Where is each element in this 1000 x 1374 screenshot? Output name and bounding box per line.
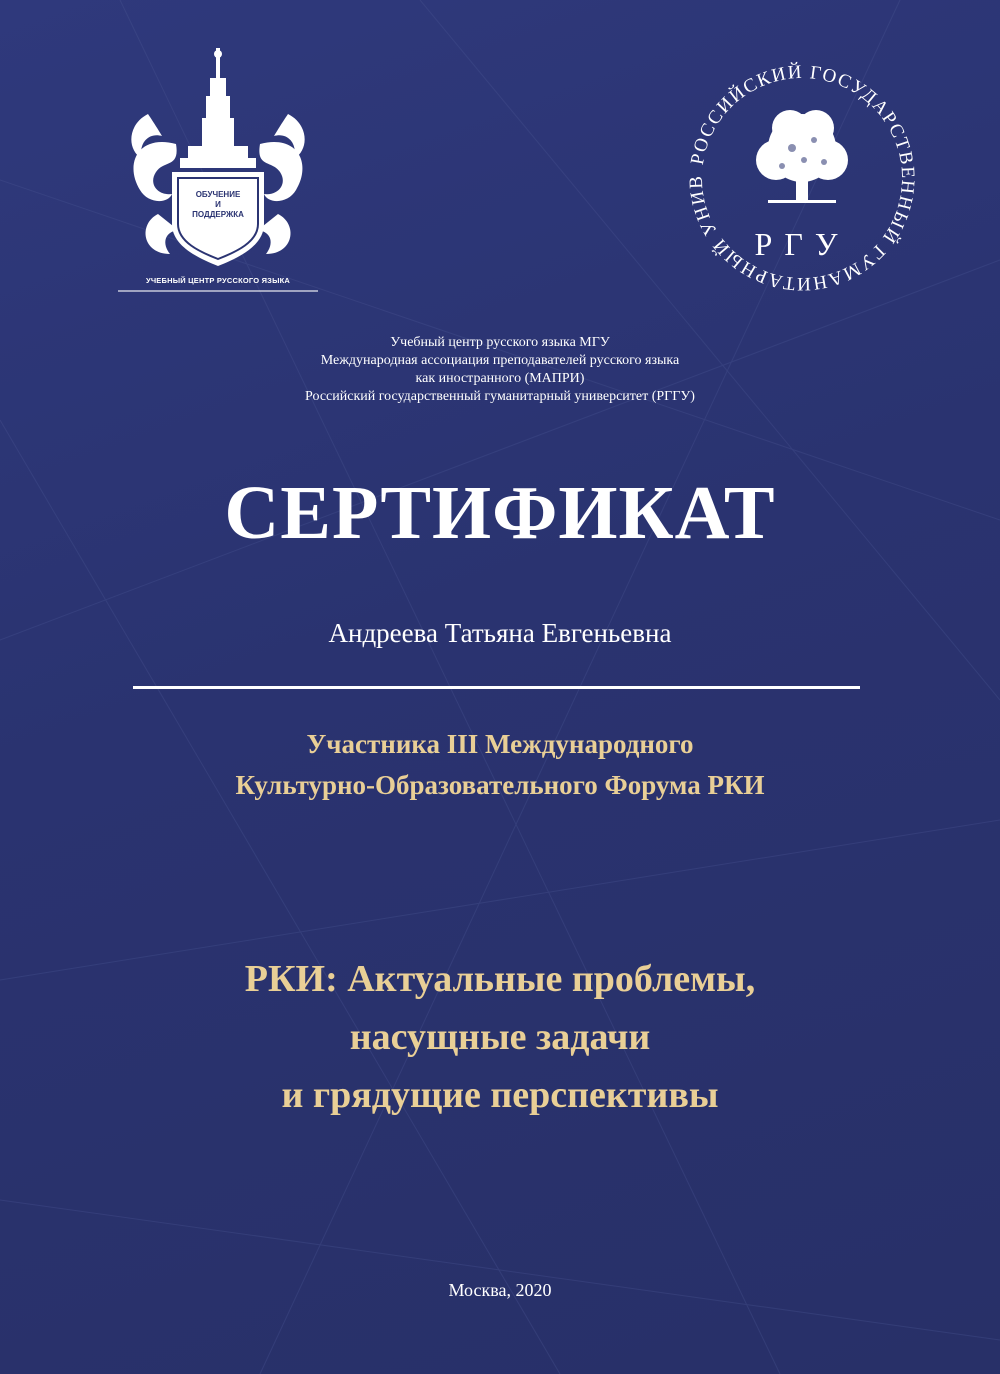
name-underline <box>133 686 860 689</box>
rsuh-seal-logo <box>672 48 932 308</box>
rsuh-seal-icon <box>672 48 932 308</box>
organizer-line: как иностранного (МАПРИ) <box>415 371 585 386</box>
forum-topic: РКИ: Актуальные проблемы, насущные задачи и грядущие перспективы <box>244 958 756 1116</box>
left-logo-subcaption-line <box>118 290 318 292</box>
left-logo-caption: УЧЕБНЫЙ ЦЕНТР РУССКОГО ЯЗЫКА <box>145 276 291 285</box>
certificate-title: СЕРТИФИКАТ <box>224 471 776 555</box>
msu-tower-emblem-icon <box>118 44 318 274</box>
msu-russian-center-logo <box>118 44 328 304</box>
shield-caption: ОБУЧЕНИЕ И ПОДДЕРЖКА <box>192 190 244 219</box>
participant-role: Участника III Международного Культурно-Образовательного Форума РКИ <box>235 729 765 800</box>
organizer-line: Международная ассоциация преподавателей русского языка <box>320 353 680 368</box>
city-and-year: Москва, 2020 <box>448 1280 552 1300</box>
organizers-list <box>0 334 1000 406</box>
seal-letters: РГУ <box>754 226 850 262</box>
organizer-line: Учебный центр русского языка МГУ <box>390 335 610 350</box>
organizer-line: Российский государственный гуманитарный университет (РГГУ) <box>305 389 695 404</box>
seal-ring-text: РОССИЙСКИЙ ГОСУДАРСТВЕННЫЙ ГУМАНИТАРНЫЙ УНИВ <box>685 61 919 295</box>
recipient-name: Андреева Татьяна Евгеньевна <box>328 618 672 648</box>
